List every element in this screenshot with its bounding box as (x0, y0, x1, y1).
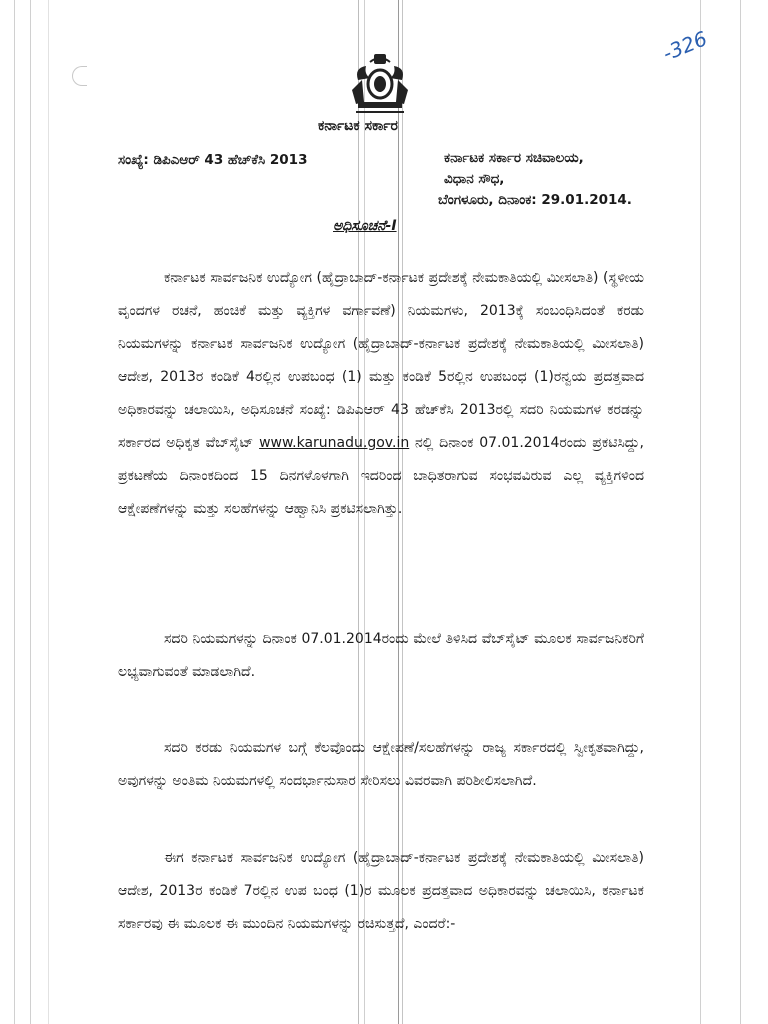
scan-line (30, 0, 31, 1024)
punch-hole (72, 66, 87, 86)
scan-line (48, 0, 49, 1024)
scan-line (14, 0, 15, 1024)
paragraph-1 (118, 262, 644, 526)
address-line: ವಿಧಾನ ಸೌಧ, (444, 171, 505, 187)
address-block (438, 148, 632, 211)
address-line: ಕರ್ನಾಟಕ ಸರ್ಕಾರ ಸಚಿವಾಲಯ, (444, 150, 584, 166)
address-date-line: ಬೆಂಗಳೂರು, ದಿನಾಂಕ: 29.01.2014. (438, 192, 632, 208)
handwritten-page-number: -326 (659, 26, 711, 66)
paragraph-2: ಸದರಿ ನಿಯಮಗಳನ್ನು ದಿನಾಂಕ 07.01.2014ರಂದು ಮೇಲೆ ತಿಳಿಸಿದ ವೆಬ್‌ಸೈಟ್ ಮೂಲಕ ಸಾರ್ವಜನಿಕರಿಗೆ ಲಭ್ಯವಾಗುವಂತೆ ಮಾಡಲಾಗಿದೆ. (118, 631, 644, 680)
state-emblem-icon (348, 50, 412, 116)
paragraph-3: ಸದರಿ ಕರಡು ನಿಯಮಗಳ ಬಗ್ಗೆ ಕೆಲವೊಂದು ಆಕ್ಷೇಪಣೆ/ಸಲಹೆಗಳನ್ನು ರಾಜ್ಯ ಸರ್ಕಾರದಲ್ಲಿ ಸ್ವೀಕೃತವಾಗಿದ್ದು, ಅವುಗಳನ್ನು ಅಂತಿಮ ನಿಯಮಗಳಲ್ಲಿ ಸಂದರ್ಭಾನುಸಾರ ಸೇರಿಸಲು ವಿವರವಾಗಿ ಪರಿಶೀಲಿಸಲಾಗಿದೆ. (118, 740, 644, 789)
paragraph-text: ನಲ್ಲಿ ದಿನಾಂಕ 07.01.2014ರಂದು ಪ್ರಕಟಿಸಿದ್ದು, ಪ್ರಕಟಣೆಯ ದಿನಾಂಕದಿಂದ 15 ದಿನಗಳೊಳಗಾಗಿ ಇದರಿಂದ ಬಾಧಿತರಾಗುವ ಸಂಭವವಿರುವ ಎಲ್ಲ ವ್ಯಕ್ತಿಗಳಿಂದ ಆಕ್ಷೇಪಣೆಗಳನ್ನು ಮತ್ತು ಸಲಹೆಗಳನ್ನು ಆಹ್ವಾನಿಸಿ ಪ್ರಕಟಿಸಲಾಗಿತ್ತು. (118, 435, 644, 517)
paragraph-4: ಈಗ ಕರ್ನಾಟಕ ಸಾರ್ವಜನಿಕ ಉದ್ಯೋಗ (ಹೈದ್ರಾಬಾದ್-ಕರ್ನಾಟಕ ಪ್ರದೇಶಕ್ಕೆ ನೇಮಕಾತಿಯಲ್ಲಿ ಮೀಸಲಾತಿ) ಆದೇಶ, 2013ರ ಕಂಡಿಕೆ 7ರಲ್ಲಿನ ಉಪ ಬಂಧ (1)ರ ಮೂಲಕ ಪ್ರದತ್ತವಾದ ಅಧಿಕಾರವನ್ನು ಚಲಾಯಿಸಿ, ಕರ್ನಾಟಕ ಸರ್ಕಾರವು ಈ ಮೂಲಕ ಈ ಮುಂದಿನ ನಿಯಮಗಳನ್ನು ರಚಿಸುತ್ತದೆ, ಎಂದರೆ:- (118, 850, 644, 932)
paragraph-text: ಕರ್ನಾಟಕ ಸಾರ್ವಜನಿಕ ಉದ್ಯೋಗ (ಹೈದ್ರಾಬಾದ್-ಕರ್ನಾಟಕ ಪ್ರದೇಶಕ್ಕೆ ನೇಮಕಾತಿಯಲ್ಲಿ ಮೀಸಲಾತಿ) (ಸ್ಥಳೀಯ ವೃಂದಗಳ ರಚನೆ, ಹಂಚಿಕೆ ಮತ್ತು ವ್ಯಕ್ತಿಗಳ ವರ್ಗಾವಣೆ) ನಿಯಮಗಳು, 2013ಕ್ಕೆ ಸಂಬಂಧಿಸಿದಂತೆ ಕರಡು ನಿಯಮಗಳನ್ನು ಕರ್ನಾಟಕ ಸಾರ್ವಜನಿಕ ಉದ್ಯೋಗ (ಹೈದ್ರಾಬಾದ್-ಕರ್ನಾಟಕ ಪ್ರದೇಶಕ್ಕೆ ನೇಮಕಾತಿಯಲ್ಲಿ ಮೀಸಲಾತಿ) ಆದೇಶ, 2013ರ ಕಂಡಿಕೆ 4ರಲ್ಲಿನ ಉಪಬಂಧ (1) ಮತ್ತು ಕಂಡಿಕೆ 5ರಲ್ಲಿನ ಉಪಬಂಧ (1)ರನ್ವಯ ಪ್ರದತ್ತವಾದ ಅಧಿಕಾರವನ್ನು ಚಲಾಯಿಸಿ, ಅಧಿಸೂಚನೆ ಸಂಖ್ಯೆ: ಡಿಪಿಎಆರ್ 43 ಹೆಚ್‌ಕೆಸಿ 2013ರಲ್ಲಿ ಸದರಿ ನಿಯಮಗಳ ಕರಡನ್ನು ಸರ್ಕಾರದ ಅಧಿಕೃತ ವೆಬ್‌ಸೈಟ್ (118, 270, 644, 451)
scan-line (740, 0, 741, 1024)
government-title: ಕರ್ನಾಟಕ ಸರ್ಕಾರ (318, 118, 398, 134)
notification-heading: ಅಧಿಸೂಚನೆ-I (333, 218, 397, 234)
website-link[interactable]: www.karunadu.gov.in (259, 435, 410, 451)
scan-line (700, 0, 701, 1024)
reference-number: ಸಂಖ್ಯೆ: ಡಿಪಿಎಆರ್ 43 ಹೆಚ್‌ಕೆಸಿ 2013 (118, 152, 308, 168)
